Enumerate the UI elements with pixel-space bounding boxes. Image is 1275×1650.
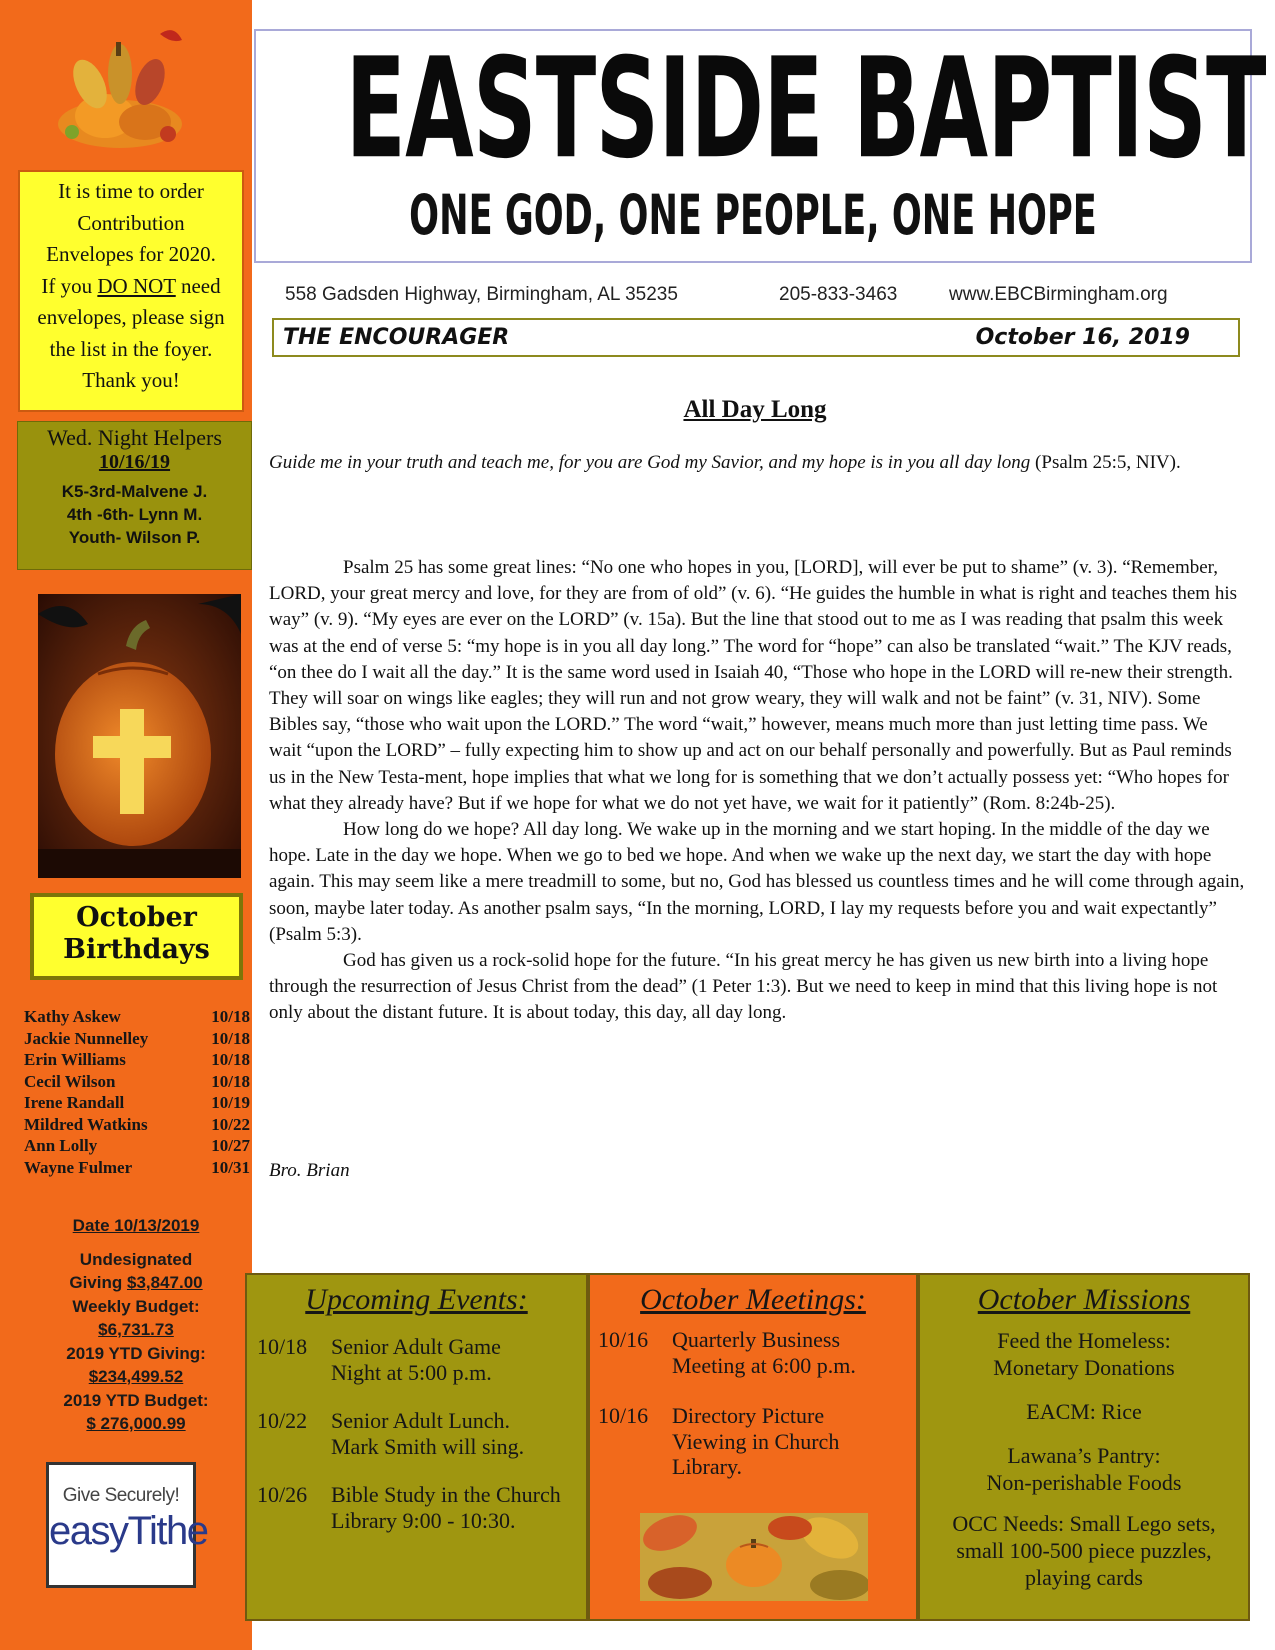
ytd-giving-value: $234,499.52	[88, 1367, 184, 1386]
notice-line: Envelopes for 2020.	[46, 242, 216, 266]
birthdays-title-line: Birthdays	[63, 934, 210, 965]
birthday-name: Wayne Fulmer	[24, 1157, 133, 1177]
event-text: Mark Smith will sing.	[331, 1433, 525, 1459]
article-body	[269, 555, 1245, 1027]
event-date: 10/18	[257, 1334, 308, 1359]
meeting-text: Quarterly Business	[672, 1327, 841, 1352]
mission-item	[920, 1327, 1248, 1381]
october-meetings-box	[588, 1273, 918, 1621]
notice-emphasis: DO NOT	[97, 273, 176, 298]
mission-text: EACM: Rice	[1026, 1399, 1142, 1424]
notice-line: Contribution	[77, 210, 185, 235]
giving-summary	[20, 1214, 252, 1436]
envelope-order-notice	[18, 170, 244, 412]
masthead	[254, 29, 1266, 263]
birthdays-title-line: October	[76, 902, 197, 933]
events-heading: Upcoming Events:	[305, 1283, 528, 1316]
birthday-name: Kathy Askew	[24, 1007, 121, 1026]
birthday-date: 10/18	[211, 1071, 250, 1091]
meeting-date: 10/16	[598, 1403, 649, 1428]
birthday-list	[24, 1006, 250, 1178]
birthday-row	[24, 1071, 250, 1093]
meetings-heading: October Meetings:	[640, 1283, 866, 1316]
weekly-budget-value: $6,731.73	[98, 1320, 174, 1339]
article-signature: Bro. Brian	[269, 1160, 350, 1181]
giving-value: $3,847.00	[126, 1273, 203, 1292]
event-item	[257, 1408, 586, 1459]
article-scripture	[269, 450, 1229, 476]
mission-item	[920, 1510, 1248, 1591]
church-phone: 205-833-3463	[779, 284, 898, 305]
easytithe-logo-link[interactable]	[46, 1462, 208, 1588]
event-date: 10/26	[257, 1482, 308, 1507]
easytithe-brand: easyTithe	[49, 1509, 208, 1553]
scripture-reference: (Psalm 25:5, NIV).	[1030, 452, 1181, 473]
event-text: Night at 5:00 p.m.	[331, 1359, 492, 1385]
event-text: Senior Adult Game	[331, 1334, 501, 1359]
october-birthdays-heading	[30, 893, 243, 980]
event-text: Library 9:00 - 10:30.	[331, 1507, 516, 1533]
scripture-text: Guide me in your truth and teach me, for you are God my Savior, and my hope is in you all day long	[269, 452, 1031, 473]
event-item	[257, 1482, 586, 1533]
meeting-item	[598, 1327, 916, 1378]
birthday-date: 10/18	[211, 1007, 250, 1026]
birthday-name: Ann Lolly	[24, 1136, 98, 1155]
church-tagline: ONE GOD, ONE PEOPLE, ONE HOPE	[409, 184, 1097, 248]
ytd-budget-value: $ 276,000.99	[86, 1414, 186, 1433]
article-title: All Day Long	[683, 396, 827, 423]
notice-line: the list in the foyer.	[49, 336, 213, 361]
event-date: 10/22	[257, 1408, 308, 1433]
birthday-row	[24, 1114, 250, 1136]
birthday-date: 10/31	[211, 1157, 250, 1177]
helpers-date: 10/16/19	[98, 451, 171, 473]
birthday-row	[24, 1135, 250, 1157]
wednesday-helpers-box	[17, 421, 252, 570]
mission-item	[920, 1398, 1248, 1425]
autumn-leaves-image	[640, 1513, 868, 1601]
giving-date: Date 10/13/2019	[72, 1216, 200, 1235]
birthday-name: Erin Williams	[24, 1050, 126, 1069]
notice-line: envelopes, please sign	[37, 305, 225, 329]
giving-label: Undesignated	[79, 1249, 193, 1269]
birthday-date: 10/18	[211, 1050, 250, 1069]
church-name: EASTSIDE BAPTIST	[345, 29, 1266, 190]
ytd-budget-label: 2019 YTD Budget:	[63, 1390, 209, 1410]
mission-text: small 100-500 piece puzzles,	[956, 1538, 1212, 1563]
mission-text: Feed the Homeless:	[997, 1328, 1171, 1353]
birthday-date: 10/27	[211, 1136, 250, 1155]
helper-line: Youth- Wilson P.	[68, 528, 201, 547]
missions-heading: October Missions	[977, 1283, 1191, 1316]
notice-text: If you	[41, 273, 98, 298]
meeting-date: 10/16	[598, 1327, 649, 1352]
helper-line: K5-3rd-Malvene J.	[61, 482, 208, 501]
issue-bar	[272, 318, 1240, 357]
easytithe-tagline: Give Securely!	[62, 1485, 180, 1506]
notice-text: need	[175, 273, 221, 298]
helper-line: 4th -6th- Lynn M.	[66, 505, 203, 524]
giving-label: Giving	[69, 1273, 127, 1292]
birthday-row	[24, 1028, 250, 1050]
weekly-budget-label: Weekly Budget:	[72, 1296, 200, 1316]
ytd-giving-label: 2019 YTD Giving:	[66, 1343, 206, 1363]
birthday-name: Cecil Wilson	[24, 1071, 116, 1091]
meeting-text: Library.	[672, 1454, 743, 1479]
notice-line	[20, 271, 242, 303]
meeting-text: Directory Picture	[672, 1403, 825, 1428]
mission-text: Monetary Donations	[993, 1355, 1175, 1380]
birthday-date: 10/19	[211, 1093, 250, 1112]
event-item	[257, 1334, 586, 1385]
harvest-cornucopia-image	[50, 4, 190, 154]
mission-item	[920, 1442, 1248, 1496]
event-text: Bible Study in the Church	[331, 1482, 561, 1507]
mission-text: OCC Needs: Small Lego sets,	[952, 1511, 1216, 1536]
left-sidebar	[0, 0, 252, 1650]
notice-line: Thank you!	[82, 368, 180, 392]
meeting-item	[598, 1403, 916, 1480]
birthday-row	[24, 1092, 250, 1114]
cross-pumpkin-image	[38, 594, 241, 878]
birthday-row	[24, 1157, 250, 1179]
birthday-date: 10/18	[211, 1028, 250, 1048]
newsletter-name: THE ENCOURAGER	[283, 325, 510, 350]
helpers-title: Wed. Night Helpers	[47, 425, 222, 450]
notice-line: It is time to order	[58, 179, 204, 203]
meeting-text: Viewing in Church	[672, 1428, 840, 1454]
meeting-text: Meeting at 6:00 p.m.	[672, 1352, 856, 1378]
mission-text: Lawana’s Pantry:	[1007, 1443, 1161, 1468]
mission-text: Non-perishable Foods	[986, 1470, 1182, 1495]
event-text: Senior Adult Lunch.	[331, 1408, 511, 1433]
birthday-row	[24, 1049, 250, 1071]
birthday-name: Mildred Watkins	[24, 1114, 148, 1134]
church-website-link[interactable]: www.EBCBirmingham.org	[949, 284, 1168, 305]
birthday-row	[24, 1006, 250, 1028]
article-paragraph: Psalm 25 has some great lines: “No one who hopes in you, [LORD], will ever be put to shame” (v. 3). “Remember, LORD, your great mercy and love, for they are from of old” (v. 6). “He guides the humble in what is right and teaches them his way” (v. 9). “My eyes are ever on the LORD” (v. 15a). But the line that stood out to me as I was reading that psalm this week was at the end of verse 5: “my hope is in you all day long.” The word for “hope” can also be translated “wait.” The KJV reads, “on thee do I wait all the day.” It is the same word used in Isaiah 40, “Those who hope in the LORD will re-new their strength. They will soar on wings like eagles; they will run and not grow weary, they will walk and not be faint” (v. 31, NIV). Some Bibles say, “those who wait upon the LORD.” The word “wait,” however, means much more than just letting time pass. We wait “upon the LORD” – fully expecting him to show up and act on our behalf personally and powerfully. But as Paul reminds us in the New Testa-ment, hope implies that what we long for is something that we don’t actually possess yet: “Who hopes for what they already have? But if we hope for what we do not yet have, we wait for it patiently” (Rom. 8:24b-25).	[269, 557, 1238, 814]
article-paragraph: God has given us a rock-solid hope for the future. “In his great mercy he has given us new birth into a living hope through the resurrection of Jesus Christ from the dead” (1 Peter 1:3). But we need to keep in mind that this living hope is not only about the distant future. It is about today, this day, all day long.	[269, 950, 1218, 1024]
birthday-date: 10/22	[211, 1114, 250, 1134]
church-address: 558 Gadsden Highway, Birmingham, AL 35235	[285, 284, 678, 305]
birthday-name: Jackie Nunnelley	[24, 1028, 149, 1048]
article-paragraph: How long do we hope? All day long. We wake up in the morning and we start hoping. In the middle of the day we hope. Late in the day we hope. When we go to bed we hope. And when we wake up the next day, we start the day with hope again. This may seem like a mere treadmill to some, but no, God has blessed us countless times and he will come through again, soon, maybe later today. As another psalm says, “In the morning, LORD, I lay my requests before you and wait expectantly” (Psalm 5:3).	[269, 819, 1245, 945]
mission-text: playing cards	[1025, 1565, 1143, 1590]
birthday-name: Irene Randall	[24, 1093, 125, 1112]
issue-date: October 16, 2019	[975, 325, 1190, 350]
upcoming-events-box	[245, 1273, 588, 1621]
october-missions-box	[918, 1273, 1250, 1621]
